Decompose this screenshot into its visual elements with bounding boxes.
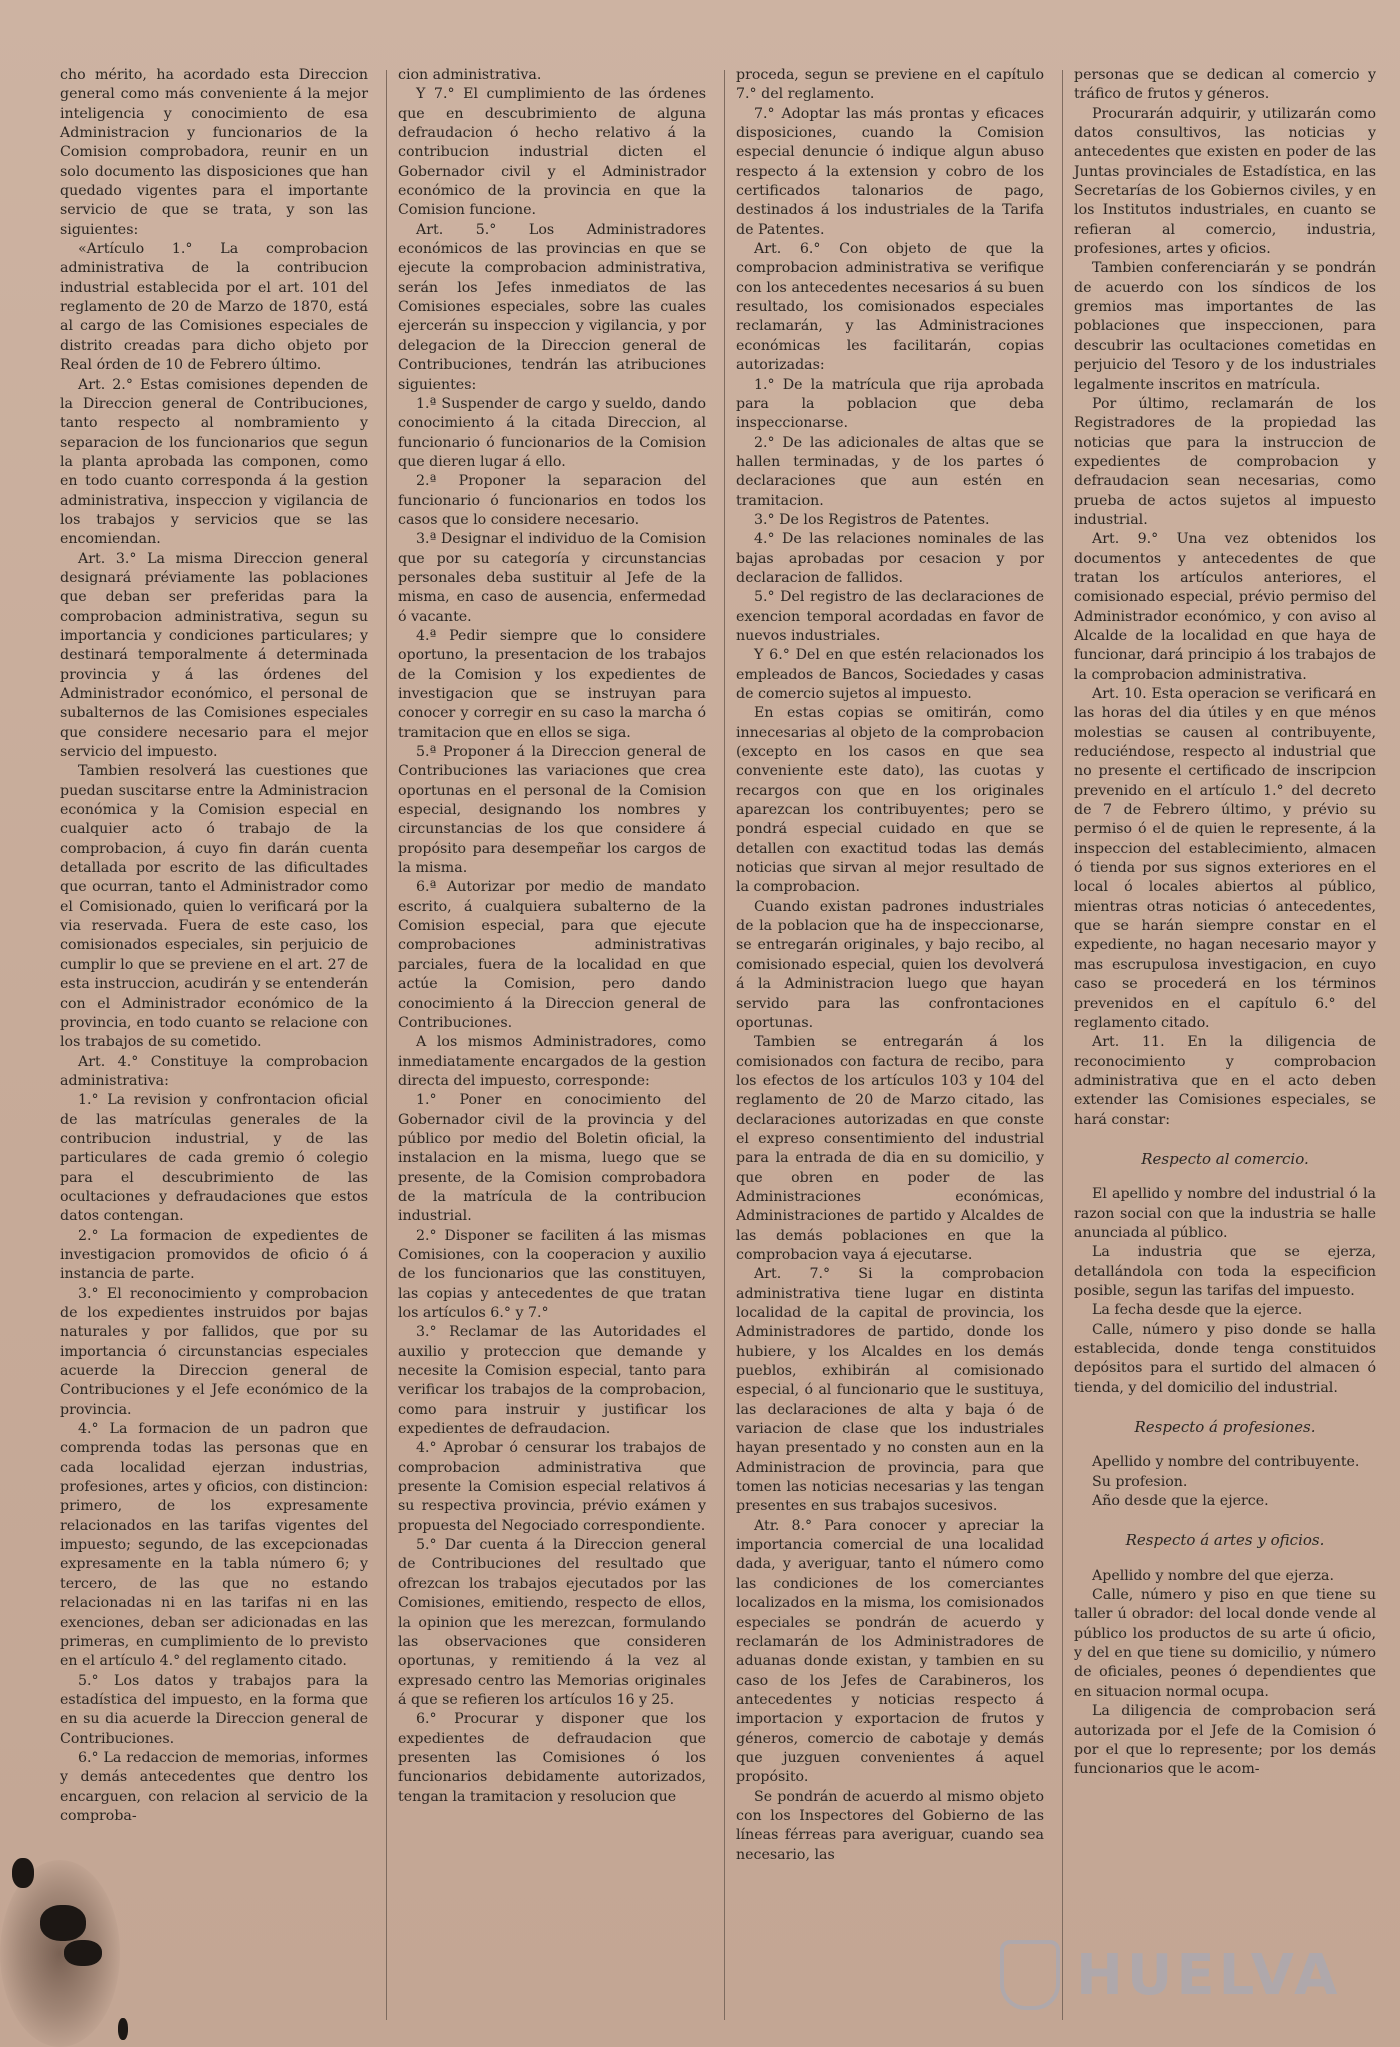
paragraph: 6.° Procurar y disponer que los expedientes de defraudacion que presenten las Comisiones ó los funcionarios debidamente autorizados, tengan la tramitacion y resolucion que [398,1711,706,1805]
paragraph: 1.ª Suspender de cargo y sueldo, dando conocimiento á la citada Direccion, al funcionario ó funcionarios de la Comision que dieren lugar á ello. [398,395,706,470]
paragraph: 3.° Reclamar de las Autoridades el auxilio y proteccion que demande y necesite la Comision especial, tanto para verificar los trabajos de la comprobacion, como para instruir y justificar los expedientes de defraudacion. [398,1324,706,1438]
paragraph: Su profesion. [1092,1473,1188,1490]
paragraph: 2.° Disponer se faciliten á las mismas Comisiones, con la cooperacion y auxilio de los funcionarios que las constituyen, las copias y antecedentes de que tratan los artículos 6.° y 7.° [398,1227,706,1321]
paragraph: 4.° De las relaciones nominales de las bajas aprobadas por cesacion y por declaracion de fallidos. [736,531,1044,586]
paragraph: 2.ª Proponer la separacion del funcionario ó funcionarios en todos los casos que lo considere necesario. [398,473,706,528]
city-seal-icon [1000,1940,1060,2010]
paragraph: Apellido y nombre del contribuyente. [1092,1454,1360,1471]
paragraph: Art. 11. En la diligencia de reconocimiento y comprobacion administrativa que en el acto deben extender las Comisiones especiales, se hará constar: [1074,1034,1376,1128]
paragraph: 5.° Los datos y trabajos para la estadística del impuesto, en la forma que en su dia acuerde la Direccion general de Contribuciones. [60,1672,368,1747]
paragraph: 2.° La formacion de expedientes de investigacion promovidos de oficio ó á instancia de parte. [60,1227,368,1283]
paragraph: Art. 3.° La misma Direccion general designará préviamente las poblaciones que deban ser preferidas para la comprobacion administrativa, segun su importancia y condiciones particulares; y destinará temporalmente á determinada provincia y á las órdenes del Administrador económico, el personal de subalternos de las Comisiones especiales que considere necesario para el mejor servicio del impuesto. [60,550,368,761]
paragraph: 4.ª Pedir siempre que lo considere oportuno, la presentacion de los trabajos de la Comision y los expedientes de investigacion que se instruyan para conocer y corregir en su caso la marcha ó tramitacion que en ellos se siga. [398,627,706,741]
paragraph: El apellido y nombre del industrial ó la razon social con que la industria se halle anunciada al público. [1074,1186,1376,1241]
text-column-4 [1074,66,1376,1780]
paragraph: La industria que se ejerza, detallándola con toda la especificion posible, segun las tarifas del impuesto. [1074,1244,1376,1299]
watermark-text: HUELVA [1076,1942,1342,2008]
paragraph: La fecha desde que la ejerce. [1092,1302,1303,1319]
paragraph: proceda, segun se previene en el capítulo 7.° del reglamento. [736,67,1044,103]
ink-stain [0,1860,120,2047]
section-heading: Respecto á artes y oficios. [1125,1531,1325,1550]
column-rule [1062,70,1063,2020]
column-rule [724,70,725,2020]
paragraph: Procurarán adquirir, y utilizarán como datos consultivos, las noticias y antecedentes que existen en poder de las Juntas provinciales de Estadística, en las Secretarías de los Gobiernos civiles, y en los Institutos industriales, en cuanto se refieran al comercio, industria, profesiones, artes y oficios. [1074,105,1376,258]
paragraph: Tambien resolverá las cuestiones que puedan suscitarse entre la Administracion económica y la Comision especial en cualquier acto ó trabajo de la comprobacion, á cuyo fin darán cuenta detallada por escrito de las dificultades que ocurran, tanto el Administrador como el Comisionado, quien lo verificará por la via reservada. Fuera de este caso, los comisionados especiales, sin perjuicio de cumplir lo que se previene en el art. 27 de esta instruccion, acudirán y se entenderán con el Administrador económico de la provincia, en todo cuanto se relacione con los trabajos de su cometido. [60,763,368,1051]
paragraph: 3.° El reconocimiento y comprobacion de los expedientes instruidos por bajas naturales y por fallidos, que por su importancia ó circunstancias especiales acuerde la Direccion general de Contribuciones y el Jefe económico de la provincia. [60,1285,368,1418]
ink-blot [118,2018,128,2040]
paragraph: Art. 7.° Si la comprobacion administrativa tiene lugar en distinta localidad de la capital de provincia, los Administradores de partido, donde los hubiere, y los Alcaldes en los demás pueblos, exhibirán al comisionado especial, ó al funcionario que le sustituya, las declaraciones de alta y baja ó de variacion de clase que los industriales hayan presentado y no consten aun en la Administracion de provincia, para que tomen las noticias necesarias y las tengan presentes en sus trabajos sucesivos. [736,1266,1044,1515]
column-rule [386,70,387,2020]
text-column-2 [398,66,706,1807]
paragraph: A los mismos Administradores, como inmediatamente encargados de la gestion directa del impuesto, corresponde: [398,1034,706,1089]
paragraph: Art. 9.° Una vez obtenidos los documentos y antecedentes de que tratan los artículos anteriores, el comisionado especial, prévio permiso del Administrador económico, y con aviso al Alcalde de la localidad en que haya de funcionar, dará principio á los trabajos de la comprobacion administrativa. [1074,531,1376,683]
paragraph: Art. 4.° Constituye la comprobacion administrativa: [60,1053,368,1089]
paragraph: 6.ª Autorizar por medio de mandato escrito, á cualquiera subalterno de la Comision especial, para que ejecute comprobaciones administrativas parciales, fuera de la localidad en que actúe la Comision, pero dando conocimiento á la Direccion general de Contribuciones. [398,879,706,1031]
paragraph: cion administrativa. [398,67,542,83]
ink-blot [12,1858,34,1888]
paragraph: 6.° La redaccion de memorias, informes y demás antecedentes que dentro los encarguen, con relacion al servicio de la comproba- [60,1749,368,1824]
paragraph: 1.° De la matrícula que rija aprobada para la poblacion que deba inspeccionarse. [736,376,1044,432]
paragraph: 3.° De los Registros de Patentes. [754,511,990,528]
paragraph: Calle, número y piso en que tiene su taller ú obrador: del local donde vende al público los productos de su arte ú oficio, y del en que tiene su domicilio, y número de oficiales, peones ó dependientes que en situacion normal ocupa. [1074,1587,1376,1700]
section-heading: Respecto á profesiones. [1134,1418,1316,1437]
paragraph: Art. 10. Esta operacion se verificará en las horas del dia útiles y en que ménos molestias se causen al contribuyente, reduciéndose, respecto al industrial que no presente el certificado de inscripcion prevenido en el artículo 1.° del decreto de 7 de Febrero último, y prévio su permiso ó el de quien le represente, á la inspeccion del establecimiento, almacen ó tienda por sus signos exteriores en el local ó locales abiertos al público, mientras otras noticias ó antecedentes, que se harán siempre constar en el expediente, no hagan necesario mayor y mas escrupulosa investigacion, en cuyo caso se procederá en los términos prevenidos en el capítulo 6.° del reglamento citado. [1074,686,1376,1031]
paragraph: Se pondrán de acuerdo al mismo objeto con los Inspectores del Gobierno de las líneas férreas para averiguar, cuando sea necesario, las [736,1788,1044,1863]
paragraph: Art. 2.° Estas comisiones dependen de la Direccion general de Contribuciones, tanto respecto al nombramiento y separacion de los funcionarios que segun la planta aprobada las componen, como en todo cuanto corresponda á la gestion administrativa, inspeccion y vigilancia de los trabajos y servicios que se las encomiendan. [60,376,368,548]
paragraph: Atr. 8.° Para conocer y apreciar la importancia comercial de una localidad dada, y averiguar, tanto el número como las condiciones de los comerciantes localizados en la misma, los comisionados especiales se pondrán de acuerdo y reclamarán de los Administradores de aduanas donde existan, y tambien en su caso de los Jefes de Carabineros, los antecedentes y noticias respecto á importacion y exportacion de frutos y géneros, comercio de cabotaje y demás que juzguen convenientes á aquel propósito. [736,1517,1044,1786]
paragraph: Año desde que la ejerce. [1092,1493,1269,1510]
paragraph: 1.° Poner en conocimiento del Gobernador civil de la provincia y del público por medio del Boletin oficial, la instalacion en la misma, luego que se presente, de la Comision comprobadora de la matrícula de la contribucion industrial. [398,1092,706,1225]
paragraph: 4.° Aprobar ó censurar los trabajos de comprobacion administrativa que presente la Comision especial relativos á su respectiva provincia, prévio exámen y propuesta del Negociado correspondiente. [398,1440,706,1534]
paragraph: cho mérito, ha acordado esta Direccion general como más conveniente á la mejor inteligencia y conocimiento de esa Administracion y funcionarios de la Comision comprobadora, reunir en un solo documento las disposiciones que han quedado vigentes para el importante servicio de que se trata, y son las siguientes: [60,67,368,238]
paragraph: Tambien se entregarán á los comisionados con factura de recibo, para los efectos de los artículos 103 y 104 del reglamento de 20 de Marzo citado, las declaraciones autorizadas en que conste el expreso consentimiento del industrial para la entrada de dia en su domicilio, y que obren en poder de las Administraciones económicas, Administraciones de partido y Alcaldes de las demás poblaciones en que la comprobacion vaya á ejecutarse. [736,1034,1044,1263]
paragraph: 5.° Del registro de las declaraciones de exencion temporal acordadas en favor de nuevos industriales. [736,589,1044,644]
paragraph: Art. 5.° Los Administradores económicos de las provincias en que se ejecute la comprobacion administrativa, serán los Jefes inmediatos de las Comisiones especiales, sobre las cuales ejercerán su inspeccion y vigilancia, y por delegacion de la Direccion general de Contribuciones, tendrán las atribuciones siguientes: [398,221,706,393]
paragraph: Apellido y nombre del que ejerza. [1092,1567,1334,1584]
paragraph: Art. 6.° Con objeto de que la comprobacion administrativa se verifique con los antecedentes necesarios á su buen resultado, los comisionados especiales reclamarán, y las Administraciones económicas les facilitarán, copias autorizadas: [736,241,1044,374]
paragraph: En estas copias se omitirán, como innecesarias al objeto de la comprobacion (excepto en los casos en que sea conveniente este dato), las cuotas y recargos con que en los originales aparezcan los contribuyentes; pero se pondrá especial cuidado en que se detallen con exactitud todas las demás noticias que sirvan al mejor resultado de la comprobacion. [736,705,1044,896]
paragraph: 5.° Dar cuenta á la Direccion general de Contribuciones del resultado que ofrezcan los trabajos ejecutados por las Comisiones, emitiendo, respecto de ellos, la opinion que les merezcan, formulando las observaciones que consideren oportunas, y remitiendo á la vez al expresado centro las Memorias originales á que se refieren los artículos 16 y 25. [398,1537,706,1708]
ink-blot [64,1940,102,1966]
text-column-3 [736,66,1044,1865]
paragraph: Cuando existan padrones industriales de la poblacion que ha de inspeccionarse, se entregarán originales, y bajo recibo, al comisionado especial, quien los devolverá á la Administracion luego que hayan servido para las confrontaciones oportunas. [736,898,1044,1031]
paragraph: Calle, número y piso donde se halla establecida, donde tenga constituidos depósitos para el surtido del almacen ó tienda, y del domicilio del industrial. [1074,1321,1376,1396]
paragraph: Y 6.° Del en que estén relacionados los empleados de Bancos, Sociedades y casas de comercio sujetos al impuesto. [736,647,1044,702]
paragraph: 4.° La formacion de un padron que comprenda todas las personas que en cada localidad ejerzan industrias, profesiones, artes y oficios, con distincion: primero, de los expresamente relacionados en las tarifas vigentes del impuesto; segundo, de las excepcionadas expresamente en la tabla número 6; y tercero, de las que no estando relacionadas ni en las tarifas ni en las exenciones, deban ser adicionadas en las primeras, en cumplimiento de lo previsto en el artículo 4.° del reglamento citado. [60,1421,368,1670]
paragraph: La diligencia de comprobacion será autorizada por el Jefe de la Comision ó por el que lo represente; por los demás funcionarios que le acom- [1074,1703,1376,1778]
paragraph: Y 7.° El cumplimiento de las órdenes que en descubrimiento de alguna defraudacion ó hecho relativo á la contribucion industrial dicten el Gobernador civil y el Administrador económico de la provincia en que la Comision funcione. [398,86,706,219]
section-heading: Respecto al comercio. [1141,1149,1309,1168]
paragraph: 1.° La revision y confrontacion oficial de las matrículas generales de la contribucion industrial, y de las particulares de cada gremio ó colegio para el descubrimiento de las ocultaciones y defraudaciones que estos datos contengan. [60,1092,368,1225]
paragraph: Tambien conferenciarán y se pondrán de acuerdo con los síndicos de los gremios mas importantes de las poblaciones que inspeccionen, para descubrir las ocultaciones cometidas en perjuicio del Tesoro y de los industriales legalmente inscritos en matrícula. [1074,260,1376,393]
paragraph: 7.° Adoptar las más prontas y eficaces disposiciones, cuando la Comision especial denuncie ó indique algun abuso respecto á la extension y cobro de los certificados talonarios de pago, destinados á los industriales de la Tarifa de Patentes. [736,105,1044,238]
paragraph: «Artículo 1.° La comprobacion administrativa de la contribucion industrial establecida por el art. 101 del reglamento de 20 de Marzo de 1870, está al cargo de las Comisiones especiales de distrito creadas para dicho objeto por Real órden de 10 de Febrero último. [60,241,368,374]
paragraph: personas que se dedican al comercio y tráfico de frutos y géneros. [1074,67,1376,103]
paragraph: 2.° De las adicionales de altas que se hallen terminadas, y de los partes ó declaraciones que aun estén en tramitacion. [736,434,1044,509]
archive-watermark [1000,1935,1360,2015]
ink-blot [40,1905,86,1941]
paragraph: Por último, reclamarán de los Registradores de la propiedad las noticias que para la instruccion de expedientes de comprobacion y defraudacion sean necesarias, como prueba de actos sujetos al impuesto industrial. [1074,395,1376,528]
paragraph: 5.ª Proponer á la Direccion general de Contribuciones las variaciones que crea oportunas en el personal de la Comision especial, designando los nombres y circunstancias de los que considere á propósito para desempeñar los cargos de la misma. [398,744,706,877]
text-column-1 [60,66,368,1826]
paragraph: 3.ª Designar el individuo de la Comision que por su categoría y circunstancias personales deba sustituir al Jefe de la misma, en caso de ausencia, enfermedad ó vacante. [398,531,706,625]
